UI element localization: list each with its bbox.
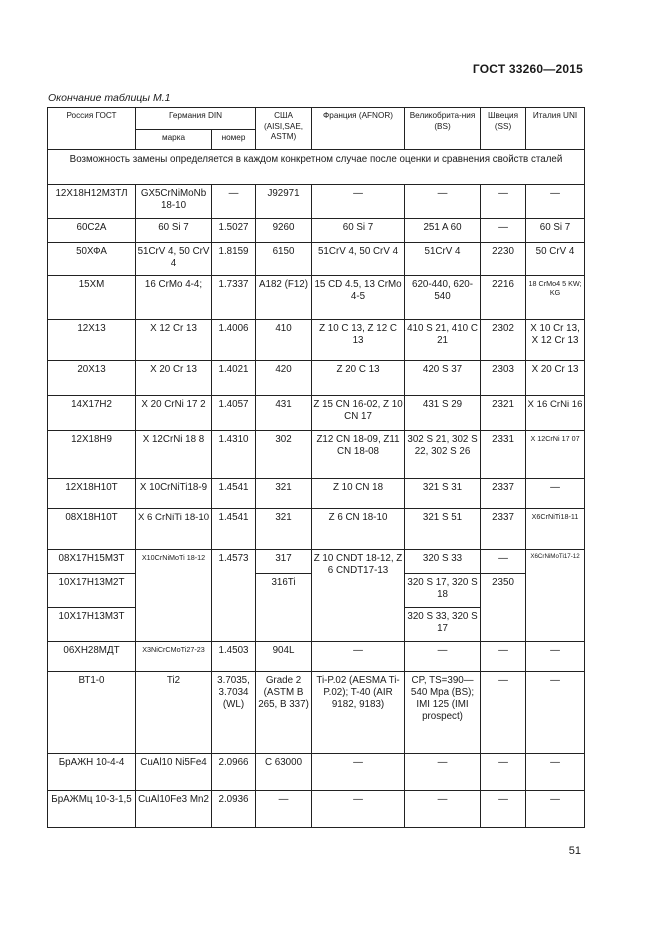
cell-ru: 20Х13 [48,361,136,396]
cell-se: — [481,642,526,672]
cell-ru: 14Х17Н2 [48,396,136,431]
cell-fr: Z 15 CN 16-02, Z 10 CN 17 [312,396,405,431]
cell-se: 2337 [481,509,526,550]
table-caption: Окончание таблицы М.1 [48,92,171,104]
cell-fr: — [312,642,405,672]
table-row [48,509,585,550]
table-row [48,361,585,396]
cell-gb: 251 A 60 [405,219,481,243]
cell-se: 2216 [481,276,526,320]
cell-fr: Z 10 C 13, Z 12 C 13 [312,320,405,361]
cell-it: X 12CrNi 17 07 [526,431,585,479]
cell-fr: — [312,185,405,219]
cell-ru: БрАЖМц 10-3-1,5 [48,791,136,828]
cell-it: X6CrNiMoTi17-12 [526,550,585,642]
cell-fr: Z 20 C 13 [312,361,405,396]
page-number: 51 [568,845,581,857]
cell-it: — [526,642,585,672]
cell-ru: БрАЖН 10-4-4 [48,754,136,791]
col-gb: Великобрита-ния (BS) [405,108,481,150]
cell-de-num: 2.0966 [212,754,256,791]
cell-gb: 320 S 33, 320 S 17 [405,608,481,642]
cell-ru: 06ХН28МДТ [48,642,136,672]
cell-gb: 302 S 21, 302 S 22, 302 S 26 [405,431,481,479]
cell-se: 2230 [481,243,526,276]
cell-it: X6CrNiTi18-11 [526,509,585,550]
cell-se: 2303 [481,361,526,396]
cell-us: 420 [256,361,312,396]
cell-us: 6150 [256,243,312,276]
cell-us: 904L [256,642,312,672]
cell-de-num: 1.4503 [212,642,256,672]
cell-de-num: 3.7035, 3.7034 (WL) [212,672,256,754]
cell-gb: — [405,185,481,219]
cell-gb: — [405,642,481,672]
table-row [48,754,585,791]
cell-de-grade: X 10CrNiTi18-9 [136,479,212,509]
cell-de-grade: Ti2 [136,672,212,754]
cell-fr: — [312,754,405,791]
cell-it: — [526,754,585,791]
cell-de-grade: X3NiCrCMoTi27-23 [136,642,212,672]
cell-se: — [481,672,526,754]
cell-gb: 410 S 21, 410 C 21 [405,320,481,361]
cell-gb: — [405,791,481,828]
cell-it: — [526,672,585,754]
cell-gb: 51CrV 4 [405,243,481,276]
cell-de-num: 1.4310 [212,431,256,479]
cell-us: 431 [256,396,312,431]
cell-ru: 12Х18Н12М3ТЛ [48,185,136,219]
cell-de-grade: X 12CrNi 18 8 [136,431,212,479]
cell-gb: 321 S 51 [405,509,481,550]
cell-fr: — [312,791,405,828]
cell-ru: 15ХМ [48,276,136,320]
cell-ru: 08Х17Н15М3Т [48,550,136,574]
cell-se: — [481,185,526,219]
cell-de-grade: 51CrV 4, 50 CrV 4 [136,243,212,276]
cell-se: — [481,550,526,574]
cell-de-grade: GX5CrNiMoNb 18-10 [136,185,212,219]
cell-gb: — [405,754,481,791]
cell-ru: 10Х17Н13М2Т [48,574,136,608]
cell-fr: Ti-P.02 (AESMA Ti-P.02); T-40 (AIR 9182, 9183) [312,672,405,754]
cell-de-grade: 16 CrMo 4-4; [136,276,212,320]
cell-se: 2321 [481,396,526,431]
cell-us: 410 [256,320,312,361]
cell-de-num: 1.4573 [212,550,256,642]
table-row [48,479,585,509]
col-usa: США (AISI,SAE, ASTM) [256,108,312,150]
table-row [48,276,585,320]
cell-gb: 320 S 17, 320 S 18 [405,574,481,608]
table-row [48,431,585,479]
cell-ru: 12Х18Н10Т [48,479,136,509]
cell-it: 50 CrV 4 [526,243,585,276]
cell-it: 18 CrMo4 5 KW; KG [526,276,585,320]
cell-fr: 60 Si 7 [312,219,405,243]
cell-de-grade: X10CrNiMoTi 18-12 [136,550,212,642]
cell-de-num: 1.4541 [212,509,256,550]
cell-se: 2331 [481,431,526,479]
cell-gb: 420 S 37 [405,361,481,396]
table-row [48,185,585,219]
cell-se: — [481,754,526,791]
cell-gb: 320 S 33 [405,550,481,574]
cell-de-grade: CuAl10Fe3 Mn2 [136,791,212,828]
cell-gb: 321 S 31 [405,479,481,509]
cell-fr: Z 6 CN 18-10 [312,509,405,550]
cell-gb: 431 S 29 [405,396,481,431]
table-row [48,320,585,361]
cell-gb: 620-440, 620-540 [405,276,481,320]
col-italy: Италия UNI [526,108,585,150]
table-row [48,642,585,672]
cell-de-num: 1.4541 [212,479,256,509]
cell-fr: 15 CD 4.5, 13 CrMo 4-5 [312,276,405,320]
col-germany-number: номер [212,130,256,150]
cell-de-num: 1.8159 [212,243,256,276]
cell-se: — [481,219,526,243]
cell-se: 2350 [481,574,526,642]
table-row [48,550,585,574]
cell-de-grade: CuAl10 Ni5Fe4 [136,754,212,791]
col-sweden: Швеция (SS) [481,108,526,150]
cell-us: 321 [256,479,312,509]
cell-ru: ВТ1-0 [48,672,136,754]
cell-us: — [256,791,312,828]
steel-equivalents-table [47,107,585,828]
cell-it: 60 Si 7 [526,219,585,243]
table-row [48,672,585,754]
cell-de-num: 1.7337 [212,276,256,320]
cell-de-grade: X 20 CrNi 17 2 [136,396,212,431]
table-row [48,791,585,828]
cell-it: X 10 Cr 13, X 12 Cr 13 [526,320,585,361]
document-code: ГОСТ 33260—2015 [472,62,583,76]
col-germany-grade: марка [136,130,212,150]
cell-de-grade: X 20 Cr 13 [136,361,212,396]
cell-ru: 10Х17Н13М3Т [48,608,136,642]
cell-it: X 20 Cr 13 [526,361,585,396]
cell-de-grade: X 12 Cr 13 [136,320,212,361]
cell-de-num: 2.0936 [212,791,256,828]
cell-us: 9260 [256,219,312,243]
cell-us: J92971 [256,185,312,219]
cell-ru: 50ХФА [48,243,136,276]
cell-ru: 60С2А [48,219,136,243]
cell-se: 2337 [481,479,526,509]
col-germany: Германия DIN [136,108,256,130]
cell-it: — [526,479,585,509]
cell-de-grade: X 6 CrNiTi 18-10 [136,509,212,550]
table-row [48,396,585,431]
cell-de-grade: 60 Si 7 [136,219,212,243]
cell-fr: Z 10 CNDT 18-12, Z 6 CNDT17-13 [312,550,405,642]
table-row [48,219,585,243]
table-note: Возможность замены определяется в каждом конкретном случае после оценки и сравнения свойств сталей [48,150,585,185]
cell-us: A182 (F12) [256,276,312,320]
cell-it: X 16 CrNi 16 [526,396,585,431]
cell-it: — [526,791,585,828]
cell-gb: CP, TS=390—540 Mpa (BS); IMI 125 (IMI prospect) [405,672,481,754]
cell-us: Grade 2 (ASTM B 265, B 337) [256,672,312,754]
cell-fr: Z12 CN 18-09, Z11 CN 18-08 [312,431,405,479]
cell-ru: 12Х18Н9 [48,431,136,479]
cell-fr: Z 10 CN 18 [312,479,405,509]
cell-ru: 08Х18Н10Т [48,509,136,550]
cell-de-num: 1.4021 [212,361,256,396]
cell-de-num: 1.4006 [212,320,256,361]
cell-se: 2302 [481,320,526,361]
cell-ru: 12Х13 [48,320,136,361]
cell-us: C 63000 [256,754,312,791]
cell-de-num: — [212,185,256,219]
cell-de-num: 1.4057 [212,396,256,431]
cell-se: — [481,791,526,828]
col-russia: Россия ГОСТ [48,108,136,150]
cell-it: — [526,185,585,219]
cell-us: 316Ti [256,574,312,642]
col-france: Франция (AFNOR) [312,108,405,150]
cell-us: 302 [256,431,312,479]
table-row [48,243,585,276]
cell-us: 321 [256,509,312,550]
cell-us: 317 [256,550,312,574]
cell-de-num: 1.5027 [212,219,256,243]
cell-fr: 51CrV 4, 50 CrV 4 [312,243,405,276]
